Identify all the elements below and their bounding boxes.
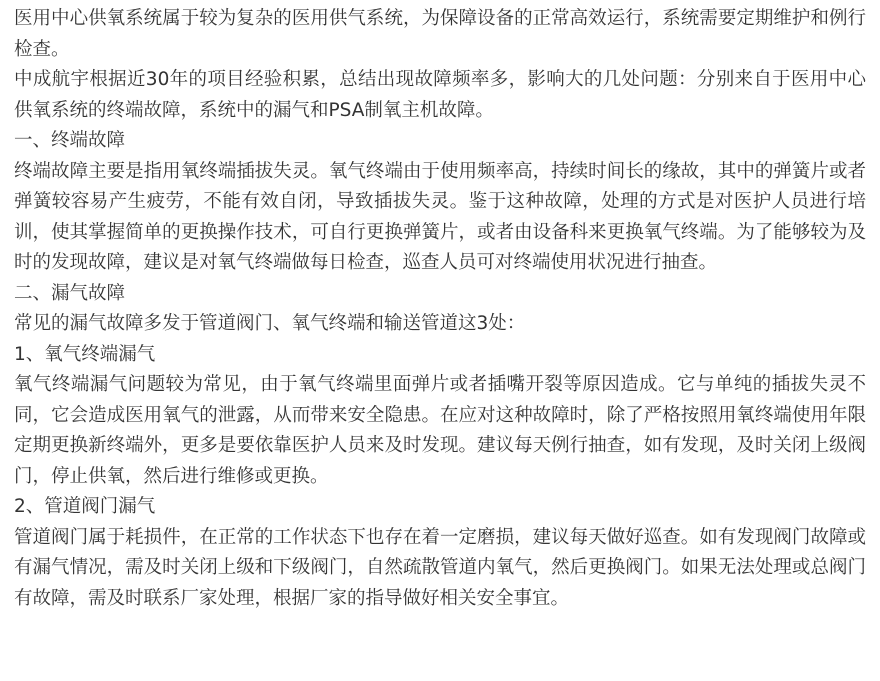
section-heading-terminal-fault: 一、终端故障 [14, 130, 126, 151]
section-heading-leak-fault: 二、漏气故障 [14, 282, 126, 304]
summary-paragraph: 中成航宇根据近30年的项目经验积累，总结出现故障频率多，影响大的几处问题：分别来自于医用中心供氧系统的终端故障，系统中的漏气和PSA制氧主机故障。 [14, 69, 866, 121]
leak-fault-intro-paragraph: 常见的漏气故障多发于管道阀门、氧气终端和输送管道这3处： [14, 313, 526, 334]
terminal-leak-paragraph: 氧气终端漏气问题较为常见，由于氧气终端里面弹片或者插嘴开裂等原因造成。它与单纯的插拔失灵不同，它会造成医用氧气的泄露，从而带来安全隐患。在应对这种故障时，除了严格按照用氧终端使用年限定期更换新终端外，更多是要依靠医护人员来及时发现。建议每天例行抽查，如有发现，及时关闭上级阀门，停止供氧，然后进行维修或更换。 [14, 374, 866, 487]
valve-leak-paragraph: 管道阀门属于耗损件，在正常的工作状态下也存在着一定磨损，建议每天做好巡查。如有发现阀门故障或有漏气情况，需及时关闭上级和下级阀门，自然疏散管道内氧气，然后更换阀门。如果无法处理或总阀门有故障，需及时联系厂家处理，根据厂家的指导做好相关安全事宜。 [14, 526, 866, 609]
subheading-terminal-leak: 1、氧气终端漏气 [14, 343, 156, 365]
intro-paragraph: 医用中心供氧系统属于较为复杂的医用供气系统，为保障设备的正常高效运行，系统需要定期维护和例行检查。 [14, 8, 866, 60]
subheading-valve-leak: 2、管道阀门漏气 [14, 496, 156, 517]
terminal-fault-paragraph: 终端故障主要是指用氧终端插拔失灵。氧气终端由于使用频率高，持续时间长的缘故，其中的弹簧片或者弹簧较容易产生疲劳，不能有效自闭，导致插拔失灵。鉴于这种故障，处理的方式是对医护人员进行培训，使其掌握简单的更换操作技术，可自行更换弹簧片，或者由设备科来更换氧气终端。为了能够较为及时的发现故障，建议是对氧气终端做每日检查，巡查人员可对终端使用状况进行抽查。 [14, 160, 866, 273]
